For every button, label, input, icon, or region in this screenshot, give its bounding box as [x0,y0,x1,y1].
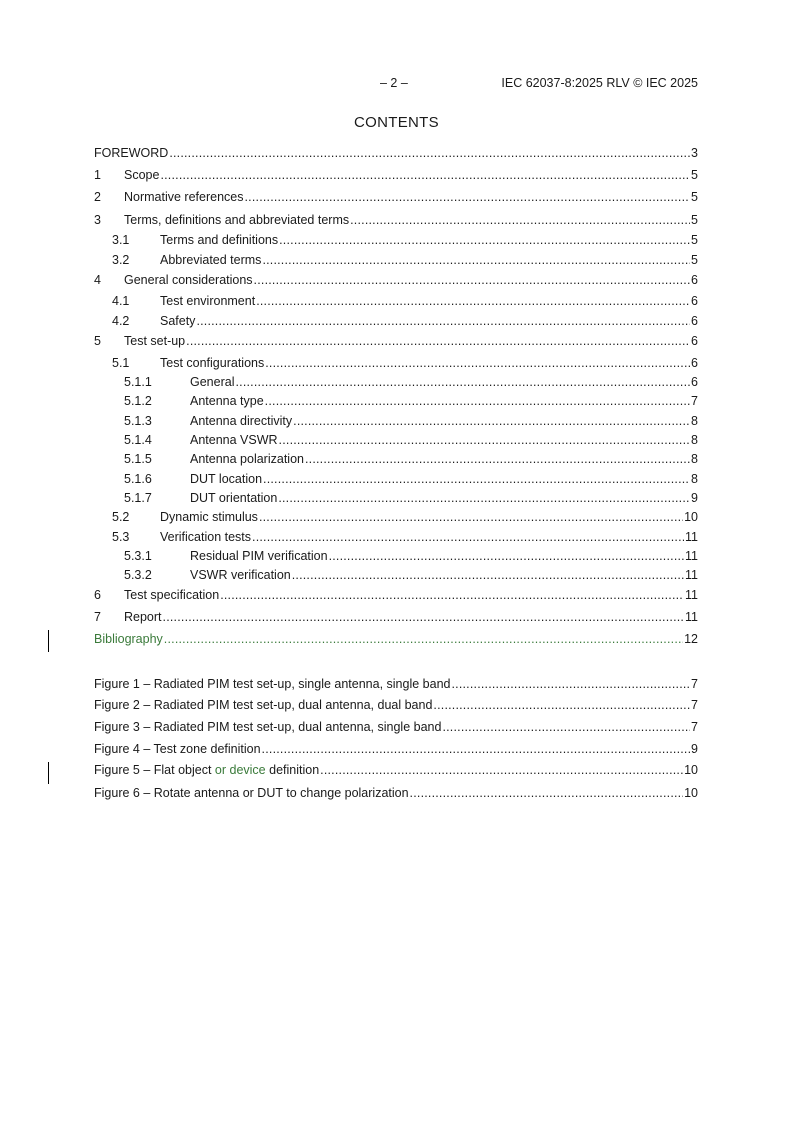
leader-dots [262,741,691,757]
toc-number: 5.3.2 [124,568,152,582]
leader-dots [256,293,690,309]
figure-title: Figure 6 – Rotate antenna or DUT to change polarization [94,786,409,800]
toc-title: Bibliography [94,632,163,646]
toc-number: 5.1.1 [124,375,152,389]
leader-dots [279,232,690,248]
figure-entry-6[interactable] [94,785,698,801]
toc-number: 4.1 [112,294,130,308]
toc-number: 1 [94,168,101,182]
toc-page: 12 [684,632,698,646]
leader-dots [196,313,690,329]
leader-dots [293,413,690,429]
toc-number: 4 [94,273,101,287]
figure-title [94,762,319,778]
leader-dots [235,374,690,390]
leader-dots [169,145,690,161]
toc-number: 3.2 [112,253,130,267]
toc-entry-7[interactable] [94,609,698,625]
leader-dots [442,719,690,735]
toc-title: Terms, definitions and abbreviated terms [124,213,350,227]
toc-page: 6 [691,356,698,370]
toc-entry-3-2[interactable] [94,252,698,268]
toc-page: 5 [691,190,698,204]
toc-entry-foreword[interactable] [94,145,698,161]
leader-dots [278,490,690,506]
toc-number: 5.1.4 [124,433,152,447]
toc-title: Test specification [124,588,220,602]
toc-entry-5-3-1[interactable] [94,548,698,564]
toc-number: 5 [94,334,101,348]
leader-dots [220,587,684,603]
figure-page: 10 [684,763,698,777]
toc-page: 5 [691,253,698,267]
toc-page: 10 [684,510,698,524]
toc-entry-3[interactable] [94,212,698,228]
leader-dots [259,509,683,525]
toc-number: 5.1.5 [124,452,152,466]
leader-dots [329,548,684,564]
toc-title: Antenna type [190,394,264,408]
figure-page: 10 [684,786,698,800]
leader-dots [254,272,691,288]
toc-title: Antenna polarization [190,452,304,466]
leader-dots [245,189,691,205]
toc-page: 5 [691,213,698,227]
toc-title: General [190,375,235,389]
leader-dots [265,393,690,409]
toc-page: 11 [685,549,698,563]
toc-title: Report [124,610,162,624]
toc-page: 8 [691,433,698,447]
figure-title-inserted-text: or device [214,763,266,777]
page-number: – 2 – [380,76,408,90]
figure-title-part: definition [265,763,320,777]
leader-dots [263,471,690,487]
revision-bar [48,630,49,652]
leader-dots [279,432,691,448]
toc-title: Antenna directivity [190,414,293,428]
figure-title: Figure 4 – Test zone definition [94,742,261,756]
leader-dots [164,631,683,647]
toc-title: Verification tests [160,530,252,544]
toc-entry-6[interactable] [94,587,698,603]
leader-dots [265,355,690,371]
document-reference: IEC 62037-8:2025 RLV © IEC 2025 [501,76,698,90]
toc-entry-5-3[interactable] [94,529,698,545]
toc-entry-5-1-6[interactable] [94,471,698,487]
toc-page: 6 [691,375,698,389]
toc-entry-5-1-2[interactable] [94,393,698,409]
toc-title: Scope [124,168,160,182]
figure-entry-1[interactable] [94,676,698,692]
toc-page: 6 [691,334,698,348]
toc-page: 11 [685,610,698,624]
toc-number: 6 [94,588,101,602]
leader-dots [350,212,690,228]
toc-page: 11 [685,588,698,602]
toc-page: 6 [691,273,698,287]
toc-entry-3-1[interactable] [94,232,698,248]
figure-title-part: Figure 5 – Flat object [94,763,215,777]
toc-page: 9 [691,491,698,505]
leader-dots [163,609,684,625]
toc-title: Dynamic stimulus [160,510,258,524]
toc-entry-4-1[interactable] [94,293,698,309]
toc-entry-5-1-1[interactable] [94,374,698,390]
toc-title: VSWR verification [190,568,291,582]
leader-dots [186,333,690,349]
figure-title: Figure 2 – Radiated PIM test set-up, dual antenna, dual band [94,698,433,712]
toc-number: 5.1 [112,356,130,370]
toc-page: 6 [691,314,698,328]
toc-title: Test configurations [160,356,265,370]
toc-number: 4.2 [112,314,130,328]
toc-number: 7 [94,610,101,624]
toc-page: 8 [691,452,698,466]
toc-title: Normative references [124,190,244,204]
leader-dots [252,529,684,545]
toc-page: 11 [685,530,698,544]
figure-entry-5[interactable] [94,762,698,778]
toc-title: Test environment [160,294,256,308]
toc-entry-5-1-3[interactable] [94,413,698,429]
toc-title: Terms and definitions [160,233,279,247]
toc-title: FOREWORD [94,146,169,160]
toc-entry-5-1[interactable] [94,355,698,371]
leader-dots [160,167,690,183]
toc-page: 5 [691,233,698,247]
figure-page: 7 [691,720,698,734]
leader-dots [410,785,684,801]
toc-page: 7 [691,394,698,408]
toc-entry-5-2[interactable] [94,509,698,525]
toc-title: Safety [160,314,196,328]
toc-entry-4[interactable] [94,272,698,288]
toc-entry-5-1-7[interactable] [94,490,698,506]
leader-dots [292,567,684,583]
figure-entry-4[interactable] [94,741,698,757]
toc-number: 5.1.7 [124,491,152,505]
figure-title: Figure 1 – Radiated PIM test set-up, single antenna, single band [94,677,451,691]
toc-number: 5.2 [112,510,130,524]
leader-dots [451,676,690,692]
toc-number: 2 [94,190,101,204]
toc-title: Residual PIM verification [190,549,328,563]
toc-title: General considerations [124,273,253,287]
toc-entry-bibliography[interactable] [94,631,698,647]
toc-entry-1[interactable] [94,167,698,183]
figure-entry-3[interactable] [94,719,698,735]
toc-number: 5.1.2 [124,394,152,408]
toc-page: 8 [691,414,698,428]
leader-dots [320,762,683,778]
toc-number: 5.3.1 [124,549,152,563]
toc-title: DUT location [190,472,263,486]
toc-number: 5.1.6 [124,472,152,486]
toc-entry-5-1-5[interactable] [94,451,698,467]
figure-title: Figure 3 – Radiated PIM test set-up, dual antenna, single band [94,720,442,734]
toc-title: DUT orientation [190,491,278,505]
toc-number: 5.3 [112,530,130,544]
toc-page: 8 [691,472,698,486]
toc-entry-5[interactable] [94,333,698,349]
contents-title: CONTENTS [354,114,439,131]
toc-page: 5 [691,168,698,182]
toc-page: 6 [691,294,698,308]
toc-title: Test set-up [124,334,186,348]
figure-page: 7 [691,677,698,691]
toc-page: 3 [691,146,698,160]
toc-entry-5-1-4[interactable] [94,432,698,448]
toc-entry-4-2[interactable] [94,313,698,329]
leader-dots [433,697,690,713]
toc-title: Abbreviated terms [160,253,262,267]
figure-entry-2[interactable] [94,697,698,713]
toc-number: 5.1.3 [124,414,152,428]
toc-entry-5-3-2[interactable] [94,567,698,583]
toc-entry-2[interactable] [94,189,698,205]
figure-page: 9 [691,742,698,756]
toc-number: 3 [94,213,101,227]
leader-dots [305,451,690,467]
figure-page: 7 [691,698,698,712]
toc-number: 3.1 [112,233,130,247]
leader-dots [262,252,690,268]
revision-bar [48,762,49,784]
toc-title: Antenna VSWR [190,433,278,447]
toc-page: 11 [685,568,698,582]
